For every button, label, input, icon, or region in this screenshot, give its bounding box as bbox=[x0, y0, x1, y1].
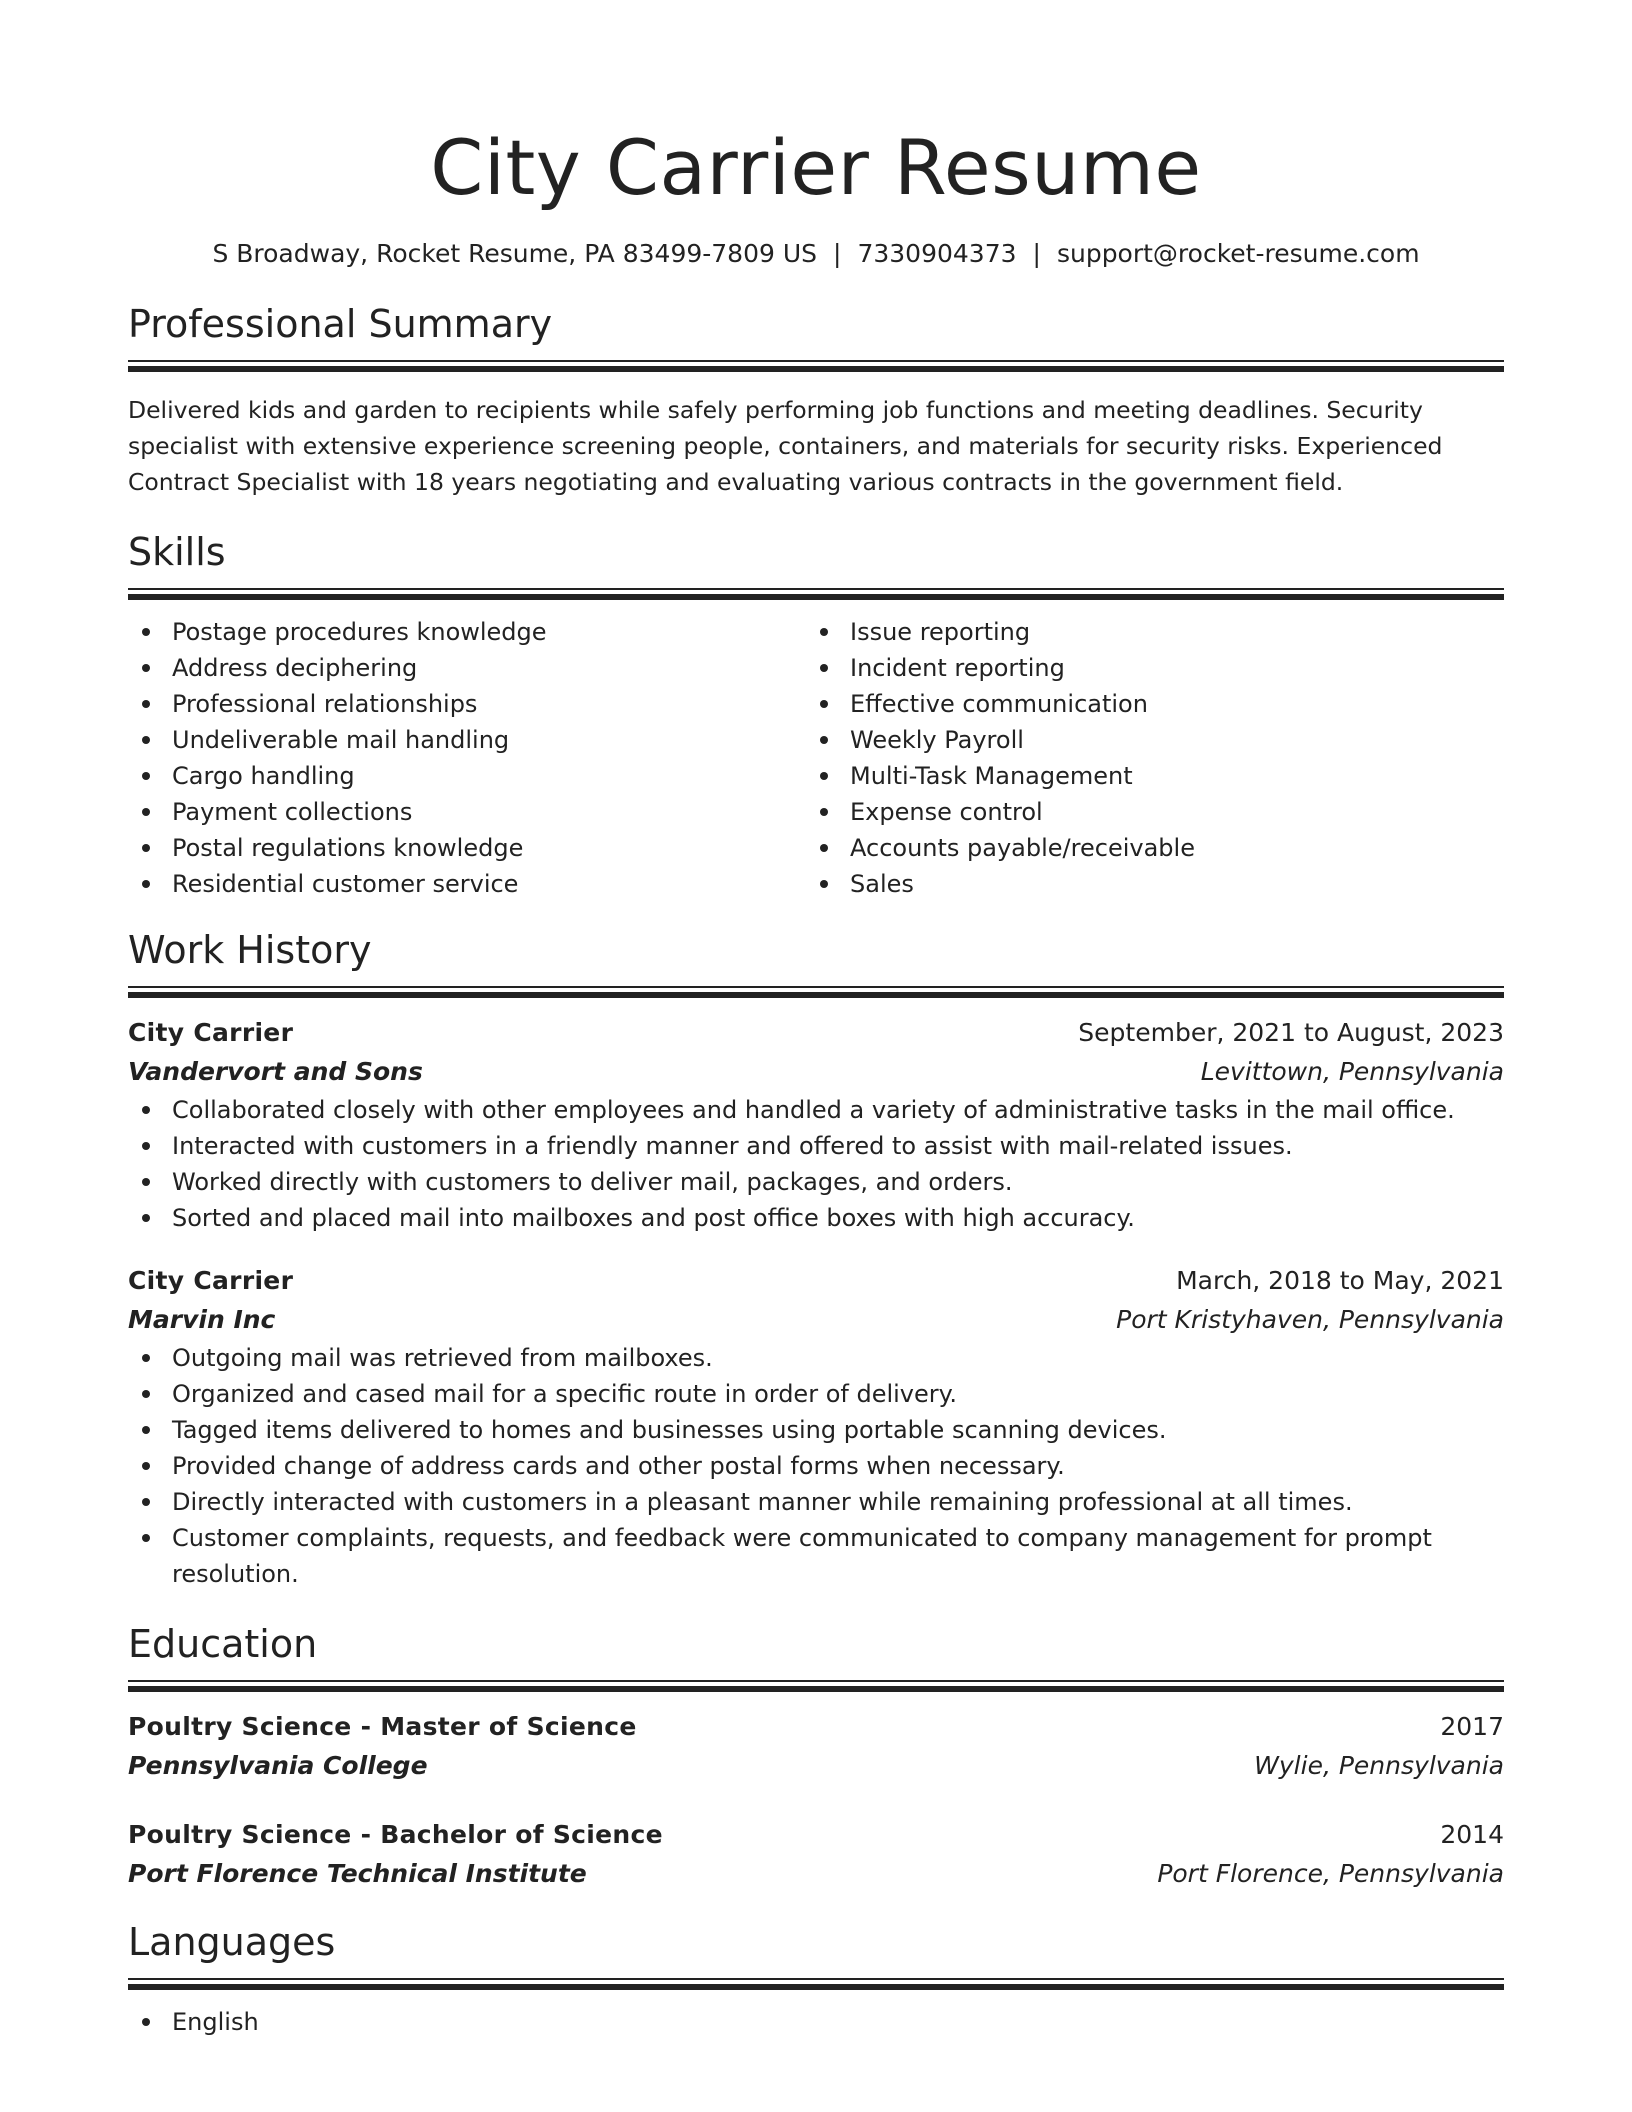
job-dates: March, 2018 to May, 2021 bbox=[1176, 1266, 1504, 1295]
job-duty: Tagged items delivered to homes and businesses using portable scanning devices. bbox=[128, 1412, 1504, 1448]
skill-item: Sales bbox=[806, 866, 1484, 902]
skill-item: Cargo handling bbox=[128, 758, 806, 794]
education-entry bbox=[128, 1816, 1504, 1894]
education-location: Port Florence, Pennsylvania bbox=[1157, 1859, 1504, 1888]
languages-heading: Languages bbox=[128, 1920, 336, 1964]
job-header-row bbox=[128, 1262, 1504, 1300]
summary-heading: Professional Summary bbox=[128, 302, 553, 346]
contact-email: support@rocket-resume.com bbox=[1056, 239, 1420, 268]
education-entry bbox=[128, 1708, 1504, 1786]
contact-phone: 7330904373 bbox=[857, 239, 1017, 268]
skill-item: Accounts payable/receivable bbox=[806, 830, 1484, 866]
job-duty: Provided change of address cards and other postal forms when necessary. bbox=[128, 1448, 1504, 1484]
job-duty: Organized and cased mail for a specific route in order of delivery. bbox=[128, 1376, 1504, 1412]
skill-item: Postal regulations knowledge bbox=[128, 830, 806, 866]
education-school-row bbox=[128, 1746, 1504, 1786]
job-header-row bbox=[128, 1014, 1504, 1052]
education-header-row bbox=[128, 1708, 1504, 1746]
job-entry bbox=[128, 1262, 1504, 1592]
section-divider bbox=[128, 360, 1504, 370]
skills-columns bbox=[128, 614, 1504, 902]
languages-section bbox=[128, 1918, 1504, 2040]
job-duty: Sorted and placed mail into mailboxes and post office boxes with high accuracy. bbox=[128, 1200, 1504, 1236]
education-header-row bbox=[128, 1816, 1504, 1854]
job-company-row bbox=[128, 1300, 1504, 1340]
job-duty: Interacted with customers in a friendly manner and offered to assist with mail-related issues. bbox=[128, 1128, 1504, 1164]
education-degree: Poultry Science - Master of Science bbox=[128, 1712, 637, 1741]
education-section bbox=[128, 1620, 1504, 1894]
skill-item: Residential customer service bbox=[128, 866, 806, 902]
education-location: Wylie, Pennsylvania bbox=[1254, 1751, 1504, 1780]
skills-heading: Skills bbox=[128, 530, 226, 574]
job-title: City Carrier bbox=[128, 1018, 294, 1047]
skill-item: Incident reporting bbox=[806, 650, 1484, 686]
job-duty: Outgoing mail was retrieved from mailboxes. bbox=[128, 1340, 1504, 1376]
education-heading: Education bbox=[128, 1622, 318, 1666]
job-dates: September, 2021 to August, 2023 bbox=[1078, 1018, 1504, 1047]
education-year: 2014 bbox=[1440, 1820, 1504, 1849]
section-divider bbox=[128, 588, 1504, 598]
job-entry bbox=[128, 1014, 1504, 1236]
skills-right-list bbox=[806, 614, 1484, 902]
job-company: Vandervort and Sons bbox=[128, 1057, 423, 1086]
section-divider bbox=[128, 1680, 1504, 1690]
job-company: Marvin Inc bbox=[128, 1305, 276, 1334]
job-location: Port Kristyhaven, Pennsylvania bbox=[1116, 1305, 1504, 1334]
education-school: Port Florence Technical Institute bbox=[128, 1859, 587, 1888]
skill-item: Professional relationships bbox=[128, 686, 806, 722]
skill-item: Postage procedures knowledge bbox=[128, 614, 806, 650]
job-duty: Collaborated closely with other employees and handled a variety of administrative tasks in the mail office. bbox=[128, 1092, 1504, 1128]
contact-line bbox=[128, 236, 1504, 272]
skill-item: Undeliverable mail handling bbox=[128, 722, 806, 758]
skill-item: Address deciphering bbox=[128, 650, 806, 686]
work-heading: Work History bbox=[128, 928, 372, 972]
contact-separator: | bbox=[1032, 239, 1041, 268]
job-duties-list bbox=[128, 1092, 1504, 1236]
resume-name: City Carrier Resume bbox=[430, 123, 1202, 212]
education-degree: Poultry Science - Bachelor of Science bbox=[128, 1820, 663, 1849]
skill-item: Expense control bbox=[806, 794, 1484, 830]
job-duty: Worked directly with customers to deliver mail, packages, and orders. bbox=[128, 1164, 1504, 1200]
contact-separator: | bbox=[833, 239, 842, 268]
work-section bbox=[128, 926, 1504, 1592]
skill-item: Issue reporting bbox=[806, 614, 1484, 650]
section-divider bbox=[128, 1978, 1504, 1988]
section-divider bbox=[128, 986, 1504, 996]
skill-item: Weekly Payroll bbox=[806, 722, 1484, 758]
job-duties-list bbox=[128, 1340, 1504, 1592]
job-company-row bbox=[128, 1052, 1504, 1092]
job-duty: Directly interacted with customers in a pleasant manner while remaining professional at all times. bbox=[128, 1484, 1504, 1520]
skills-left-list bbox=[128, 614, 806, 902]
language-item: English bbox=[128, 2004, 1504, 2040]
job-title: City Carrier bbox=[128, 1266, 294, 1295]
summary-section bbox=[128, 300, 1504, 500]
education-school: Pennsylvania College bbox=[128, 1751, 428, 1780]
skills-section bbox=[128, 528, 1504, 902]
job-duty: Customer complaints, requests, and feedback were communicated to company management for prompt resolution. bbox=[128, 1520, 1504, 1592]
skill-item: Multi-Task Management bbox=[806, 758, 1484, 794]
job-location: Levittown, Pennsylvania bbox=[1200, 1057, 1504, 1086]
skill-item: Payment collections bbox=[128, 794, 806, 830]
education-year: 2017 bbox=[1440, 1712, 1504, 1741]
resume-page bbox=[128, 0, 1504, 2040]
contact-address: S Broadway, Rocket Resume, PA 83499-7809 US bbox=[212, 239, 818, 268]
education-school-row bbox=[128, 1854, 1504, 1894]
languages-list bbox=[128, 2004, 1504, 2040]
summary-text: Delivered kids and garden to recipients while safely performing job functions and meeting deadlines. Security specialist with extensive experience screening people, containers, and materials for security risks. Experienced Contract Specialist with 18 years negotiating and evaluating various contracts in the government field. bbox=[128, 396, 1443, 496]
skill-item: Effective communication bbox=[806, 686, 1484, 722]
